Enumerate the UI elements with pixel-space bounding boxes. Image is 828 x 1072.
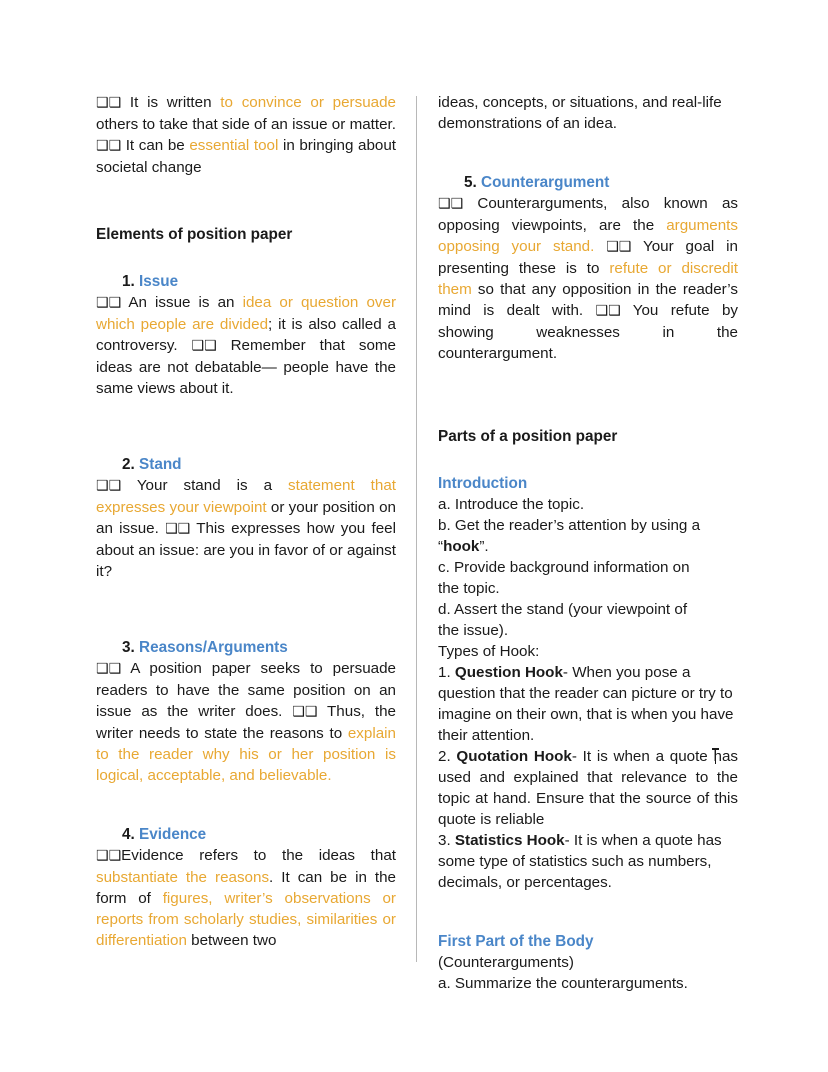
element-4-heading [96, 824, 396, 845]
hook-2-text-after: has used and explained that relevance to the topic at hand. Ensure that the source of this quote is reliable [438, 748, 738, 828]
element-4-text-2: . It can be in the form of [96, 869, 397, 907]
elements-heading: Elements of position paper [96, 226, 293, 243]
spacer [96, 245, 396, 271]
element-2-number: 2. [122, 456, 135, 473]
hook-1-title: Question Hook [454, 664, 563, 681]
element-1-text-3: Remember that some ideas are not debatable— people have the same views about it. [96, 337, 396, 397]
element-2-name: Stand [139, 456, 182, 473]
hook-2-title: Quotation Hook [456, 748, 572, 765]
checkbox-bullet-icon: ❑ ❑ [96, 478, 121, 494]
checkbox-bullet-icon: ❑ ❑ [192, 338, 217, 354]
element-2-text-3: This expresses how you feel about an issue: are you in favor of or against it? [96, 520, 396, 580]
element-5-number: 5. [464, 174, 477, 191]
intro-text-3: It can be [121, 137, 190, 154]
spacer [438, 364, 738, 410]
element-1-heading [96, 271, 396, 292]
checkbox-bullet-icon: ❑ ❑ [96, 295, 121, 311]
introduction-heading: Introduction [438, 475, 528, 492]
intro-text-1: It is written [121, 94, 221, 111]
right-column [438, 92, 738, 994]
spacer [438, 893, 738, 931]
hook-1-number: 1. [438, 664, 451, 681]
first-part-body-line-a: a. Summarize the counterarguments. [438, 975, 688, 992]
element-2-highlight: statement that expresses your viewpoint [96, 477, 396, 516]
element-1-highlight: idea or question over which people are divided [96, 294, 396, 333]
element-2-text-2: or your position on an issue. [96, 499, 396, 537]
element-1-text-2: ; it is also called a controversy. [96, 316, 396, 354]
intro-text-2: others to take that side of an issue or matter. [96, 116, 396, 133]
column-divider [416, 96, 417, 962]
checkbox-bullet-icon: ❑ ❑ [96, 848, 121, 864]
element-5-text-4: You refute by showing weaknesses in the counterargument. [438, 302, 738, 362]
spacer [438, 447, 738, 473]
hook-3-title: Statistics Hook [454, 832, 565, 849]
spacer [438, 134, 738, 172]
spacer [96, 178, 396, 224]
element-5-name: Counterargument [481, 174, 610, 191]
types-of-hook-label: Types of Hook: [438, 643, 540, 660]
element-5-text-2: Your goal in presenting these is to [438, 238, 738, 277]
element-5-space-1 [594, 238, 606, 255]
element-2-text-1: Your stand is a [121, 477, 288, 494]
hook-item-2 [438, 746, 738, 830]
element-3-body [96, 658, 396, 786]
hook-2-number: 2. [438, 748, 451, 765]
intro-text-4: in bringing about societal change [96, 137, 397, 176]
element-5-highlight-2: refute or discredit them [438, 260, 738, 298]
element-1-body [96, 292, 396, 399]
element-4-text-3: between two [186, 932, 277, 949]
element-3-text-2: Thus, the writer needs to state the reasons to [96, 703, 397, 742]
element-5-text-3: so that any opposition in the reader’s mind is dealt with. [438, 281, 738, 319]
element-5-heading [438, 172, 738, 193]
hook-quote-close: ”. [479, 538, 489, 555]
intro-highlight-2: essential tool [189, 137, 279, 154]
element-4-number: 4. [122, 826, 135, 843]
introduction-line-c2: the topic. [438, 580, 500, 597]
element-4-highlight-1: substantiate the reasons [96, 869, 270, 886]
hook-quote-open: “ [438, 538, 444, 555]
hook-3-text: - It is when a quote has some type of statistics such as numbers, decimals, or percentages. [438, 832, 722, 891]
left-column [96, 92, 396, 951]
intro-paragraph [96, 92, 396, 178]
checkbox-bullet-icon: ❑ ❑ [438, 196, 463, 212]
element-4-text-1: Evidence refers to the ideas that [121, 847, 396, 864]
spacer [96, 445, 396, 454]
element-3-highlight: explain to the reader why his or her position is logical, acceptable, and believable. [96, 725, 396, 784]
first-part-body-subtitle: (Counterarguments) [438, 954, 574, 971]
spacer [438, 410, 738, 426]
element-1-number: 1. [122, 273, 135, 290]
hook-item-3 [438, 830, 738, 893]
introduction-line-c: c. Provide background information on [438, 559, 690, 576]
element-2-body [96, 475, 396, 582]
checkbox-bullet-icon: ❑ ❑ [96, 138, 121, 154]
element-5-text-1: Counterarguments, also known as opposing viewpoints, are the [438, 195, 738, 234]
spacer [96, 582, 396, 628]
checkbox-bullet-icon: ❑ ❑ [96, 661, 121, 677]
checkbox-bullet-icon: ❑ ❑ [96, 95, 121, 111]
element-1-text-1: An issue is an [121, 294, 243, 311]
element-5-highlight-1: arguments opposing your stand. [438, 217, 738, 255]
introduction-line-b: b. Get the reader’s attention by using a [438, 517, 701, 534]
spacer [96, 399, 396, 445]
element-3-name: Reasons/Arguments [139, 639, 288, 656]
element-3-text-1: A position paper seeks to persuade readers to have the same position on an issue as the writer does. [96, 660, 396, 720]
first-part-body-heading: First Part of the Body [438, 933, 594, 950]
hook-1-text: - When you pose a question that the reader can picture or try to imagine on their own, that is when you have their attention. [438, 664, 734, 744]
element-4-highlight-2: figures, writer’s observations or reports from scholarly studies, similarities or differentiation [96, 890, 396, 949]
spacer [96, 628, 396, 637]
element-3-heading [96, 637, 396, 658]
hook-2-text-before: - It is when a quote [571, 748, 714, 765]
element-1-name: Issue [139, 273, 179, 290]
element-2-heading [96, 454, 396, 475]
introduction-line-d: d. Assert the stand (your viewpoint of [438, 601, 688, 618]
hook-3-number: 3. [438, 832, 451, 849]
hook-item-1 [438, 662, 738, 746]
checkbox-bullet-icon: ❑ ❑ [292, 704, 317, 720]
parts-heading: Parts of a position paper [438, 428, 618, 445]
element-4-name: Evidence [139, 826, 207, 843]
element-5-body [438, 193, 738, 364]
introduction-line-d2: the issue). [438, 622, 509, 639]
continuation-paragraph: ideas, concepts, or situations, and real-life demonstrations of an idea. [438, 94, 722, 132]
hook-bold-word: hook [443, 538, 480, 555]
checkbox-bullet-icon: ❑ ❑ [165, 521, 190, 537]
introduction-line-a: a. Introduce the topic. [438, 496, 585, 513]
intro-highlight-1: to convince or persuade [220, 94, 396, 111]
element-3-number: 3. [122, 639, 135, 656]
introduction-hook-line [438, 536, 738, 557]
spacer [96, 786, 396, 824]
checkbox-bullet-icon: ❑ ❑ [606, 239, 631, 255]
checkbox-bullet-icon: ❑ ❑ [596, 303, 621, 319]
element-4-body [96, 845, 396, 951]
